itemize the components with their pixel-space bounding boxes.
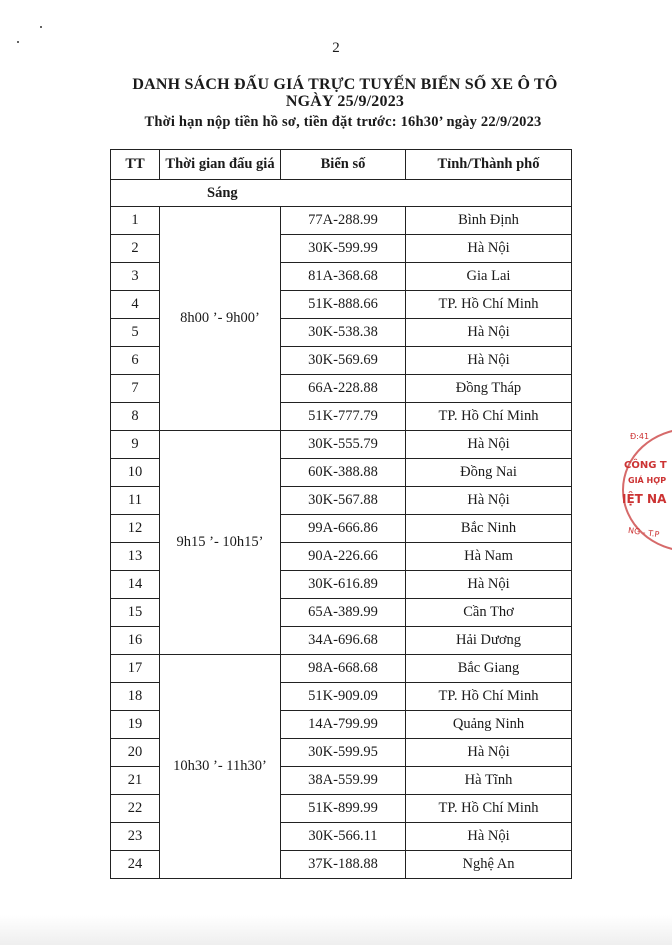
time-slot: 8h00 ’- 9h00’: [160, 207, 281, 431]
scan-shadow: [0, 915, 672, 945]
province: Cần Thơ: [406, 599, 572, 627]
seal-text: Đ:41: [630, 432, 650, 441]
row-number: 24: [111, 851, 160, 879]
province: Quảng Ninh: [406, 711, 572, 739]
province: Hà Nội: [406, 347, 572, 375]
province: Hà Nội: [406, 487, 572, 515]
license-plate: 66A-228.88: [281, 375, 406, 403]
row-number: 12: [111, 515, 160, 543]
row-number: 8: [111, 403, 160, 431]
license-plate: 90A-226.66: [281, 543, 406, 571]
province: Hà Nội: [406, 319, 572, 347]
license-plate: 51K-899.99: [281, 795, 406, 823]
table-row: [111, 655, 572, 683]
province: Hà Nội: [406, 739, 572, 767]
license-plate: 30K-555.79: [281, 431, 406, 459]
province: Nghệ An: [406, 851, 572, 879]
province: Đồng Nai: [406, 459, 572, 487]
row-number: 3: [111, 263, 160, 291]
table-row: [111, 207, 572, 235]
row-number: 1: [111, 207, 160, 235]
document-title: DANH SÁCH ĐẤU GIÁ TRỰC TUYẾN BIỂN SỐ XE Ô TÔ: [132, 76, 558, 93]
province: Đồng Tháp: [406, 375, 572, 403]
company-seal: [620, 428, 672, 550]
row-number: 17: [111, 655, 160, 683]
license-plate: 34A-696.68: [281, 627, 406, 655]
header-plate: Biển số: [281, 150, 406, 180]
license-plate: 65A-389.99: [281, 599, 406, 627]
province: TP. Hồ Chí Minh: [406, 683, 572, 711]
time-slot: 9h15 ’- 10h15’: [160, 431, 281, 655]
row-number: 18: [111, 683, 160, 711]
license-plate: 37K-188.88: [281, 851, 406, 879]
header-province: Tỉnh/Thành phố: [406, 150, 572, 180]
province: Hà Nội: [406, 571, 572, 599]
document-date: NGÀY 25/9/2023: [285, 93, 405, 110]
province: Bình Định: [406, 207, 572, 235]
seal-text: GIÁ HỢP: [628, 476, 667, 485]
row-number: 19: [111, 711, 160, 739]
seal-text: CÔNG T: [624, 460, 667, 471]
row-number: 2: [111, 235, 160, 263]
license-plate: 60K-388.88: [281, 459, 406, 487]
license-plate: 30K-567.88: [281, 487, 406, 515]
row-number: 20: [111, 739, 160, 767]
row-number: 23: [111, 823, 160, 851]
table-row: [111, 431, 572, 459]
province: Hải Dương: [406, 627, 572, 655]
header-tt: TT: [111, 150, 160, 180]
row-number: 21: [111, 767, 160, 795]
row-number: 13: [111, 543, 160, 571]
province: TP. Hồ Chí Minh: [406, 291, 572, 319]
province: Hà Nội: [406, 823, 572, 851]
seal-text: NG - T.P: [627, 525, 660, 540]
license-plate: 51K-777.79: [281, 403, 406, 431]
province: TP. Hồ Chí Minh: [406, 403, 572, 431]
province: Hà Nội: [406, 431, 572, 459]
session-label: Sáng: [111, 180, 572, 207]
row-number: 9: [111, 431, 160, 459]
row-number: 7: [111, 375, 160, 403]
auction-table: [110, 149, 572, 879]
license-plate: 99A-666.86: [281, 515, 406, 543]
session-row: [111, 180, 572, 207]
province: Bắc Giang: [406, 655, 572, 683]
license-plate: 30K-569.69: [281, 347, 406, 375]
province: Hà Nội: [406, 235, 572, 263]
table-header-row: [111, 150, 572, 180]
row-number: 4: [111, 291, 160, 319]
license-plate: 30K-538.38: [281, 319, 406, 347]
license-plate: 98A-668.68: [281, 655, 406, 683]
row-number: 11: [111, 487, 160, 515]
row-number: 16: [111, 627, 160, 655]
time-slot: 10h30 ’- 11h30’: [160, 655, 281, 879]
license-plate: 51K-909.09: [281, 683, 406, 711]
province: Hà Nam: [406, 543, 572, 571]
province: TP. Hồ Chí Minh: [406, 795, 572, 823]
row-number: 22: [111, 795, 160, 823]
license-plate: 51K-888.66: [281, 291, 406, 319]
province: Bắc Ninh: [406, 515, 572, 543]
scan-speck: [40, 26, 42, 28]
row-number: 15: [111, 599, 160, 627]
province: Hà Tĩnh: [406, 767, 572, 795]
seal-text: IỆT NA: [622, 492, 667, 506]
license-plate: 81A-368.68: [281, 263, 406, 291]
license-plate: 77A-288.99: [281, 207, 406, 235]
row-number: 5: [111, 319, 160, 347]
license-plate: 30K-566.11: [281, 823, 406, 851]
license-plate: 30K-616.89: [281, 571, 406, 599]
row-number: 10: [111, 459, 160, 487]
deposit-deadline: Thời hạn nộp tiền hồ sơ, tiền đặt trước: 16h30’ ngày 22/9/2023: [144, 114, 542, 130]
header-time: Thời gian đấu giá: [160, 150, 281, 180]
license-plate: 30K-599.99: [281, 235, 406, 263]
row-number: 14: [111, 571, 160, 599]
page-number: 2: [332, 40, 340, 56]
license-plate: 38A-559.99: [281, 767, 406, 795]
license-plate: 14A-799.99: [281, 711, 406, 739]
license-plate: 30K-599.95: [281, 739, 406, 767]
row-number: 6: [111, 347, 160, 375]
province: Gia Lai: [406, 263, 572, 291]
